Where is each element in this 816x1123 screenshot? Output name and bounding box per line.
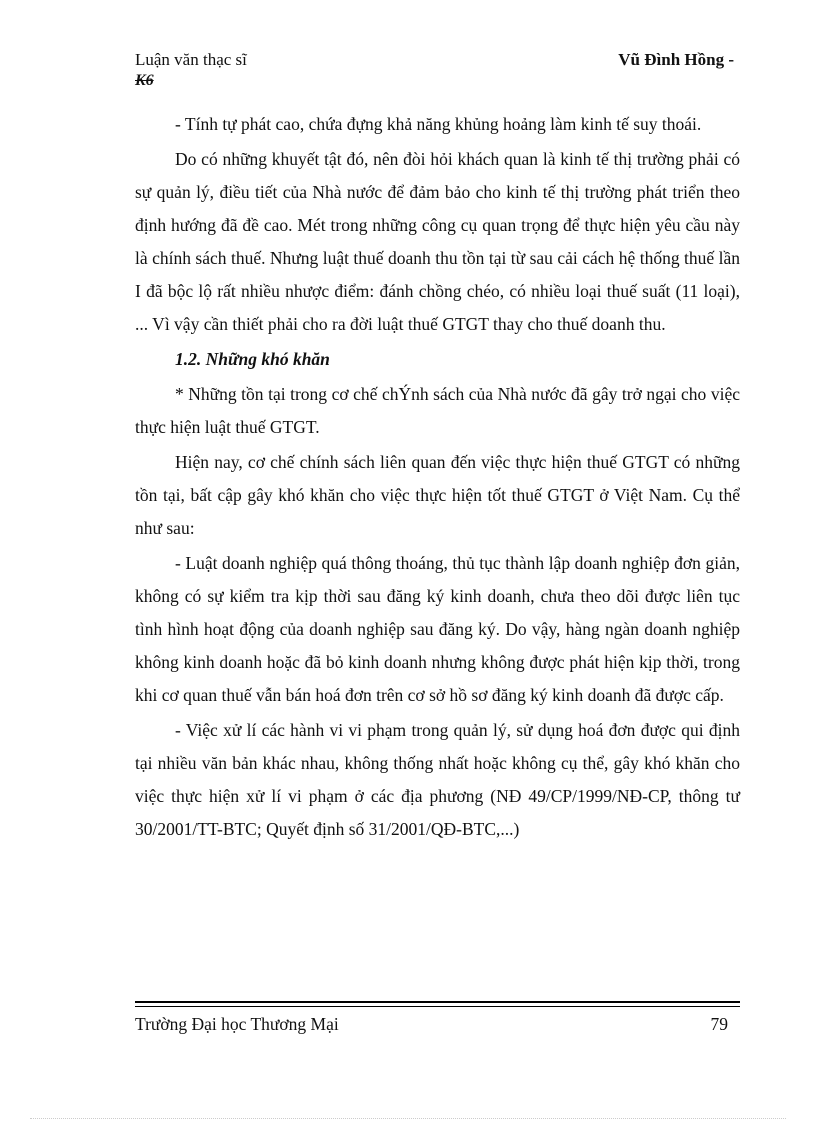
paragraph-6: - Việc xử lí các hành vi vi phạm trong quản lý, sử dụng hoá đơn được qui định tại nhiều văn bản khác nhau, không thống nhất hoặc không cụ thể, gây khó khăn cho việc thực hiện xử lí vi phạm ở các địa phương (NĐ 49/CP/1999/NĐ-CP, thông tư 30/2001/TT-BTC; Quyết định số 31/2001/QĐ-BTC,...) bbox=[135, 720, 740, 839]
page-number: 79 bbox=[710, 1014, 728, 1034]
page-header bbox=[135, 50, 740, 90]
paragraph-2: Do có những khuyết tật đó, nên đòi hỏi khách quan là kinh tế thị trường phải có sự quản lý, điều tiết của Nhà nước để đảm bảo cho kinh tế thị trường phát triển theo định hướng đã đề cao. Mét trong những công cụ quan trọng để thực hiện yêu cầu này là chính sách thuế. Nhưng luật thuế doanh thu tồn tại từ sau cải cách hệ thống thuế lần I đã bộc lộ rất nhiều nhược điểm: đánh chồng chéo, có nhiều loại thuế suất (11 loại), ... Vì vậy cần thiết phải cho ra đời luật thuế GTGT thay cho thuế doanh thu. bbox=[135, 149, 740, 334]
section-heading: 1.2. Những khó khăn bbox=[175, 349, 330, 369]
header-author-continuation: K6 bbox=[135, 72, 154, 89]
header-author: Vũ Đình Hồng - bbox=[618, 50, 734, 69]
header-thesis-type: Luận văn thạc sĩ bbox=[135, 50, 247, 69]
paragraph-4: Hiện nay, cơ chế chính sách liên quan đến việc thực hiện thuế GTGT có những tồn tại, bất cập gây khó khăn cho việc thực hiện tốt thuế GTGT ở Việt Nam. Cụ thể như sau: bbox=[135, 452, 740, 538]
page-edge-divider bbox=[30, 1118, 786, 1119]
footer-divider-thick bbox=[135, 1001, 740, 1003]
document-body bbox=[135, 108, 740, 846]
paragraph-3: * Những tồn tại trong cơ chế chÝnh sách của Nhà nước đã gây trở ngại cho việc thực hiện luật thuế GTGT. bbox=[135, 384, 740, 437]
footer-school-name: Trường Đại học Thương Mại bbox=[135, 1014, 339, 1034]
paragraph-5: - Luật doanh nghiệp quá thông thoáng, thủ tục thành lập doanh nghiệp đơn giản, không có sự kiểm tra kịp thời sau đăng ký kinh doanh, chưa theo dõi được liên tục tình hình hoạt động của doanh nghiệp sau đăng ký. Do vậy, hàng ngàn doanh nghiệp không kinh doanh hoặc đã bỏ kinh doanh nhưng không được phát hiện kịp thời, trong khi cơ quan thuế vẫn bán hoá đơn trên cơ sở hồ sơ đăng ký kinh doanh đã được cấp. bbox=[135, 553, 740, 705]
footer-divider-thin bbox=[135, 1006, 740, 1007]
paragraph-1: - Tính tự phát cao, chứa đựng khả năng khủng hoảng làm kinh tế suy thoái. bbox=[175, 114, 702, 134]
